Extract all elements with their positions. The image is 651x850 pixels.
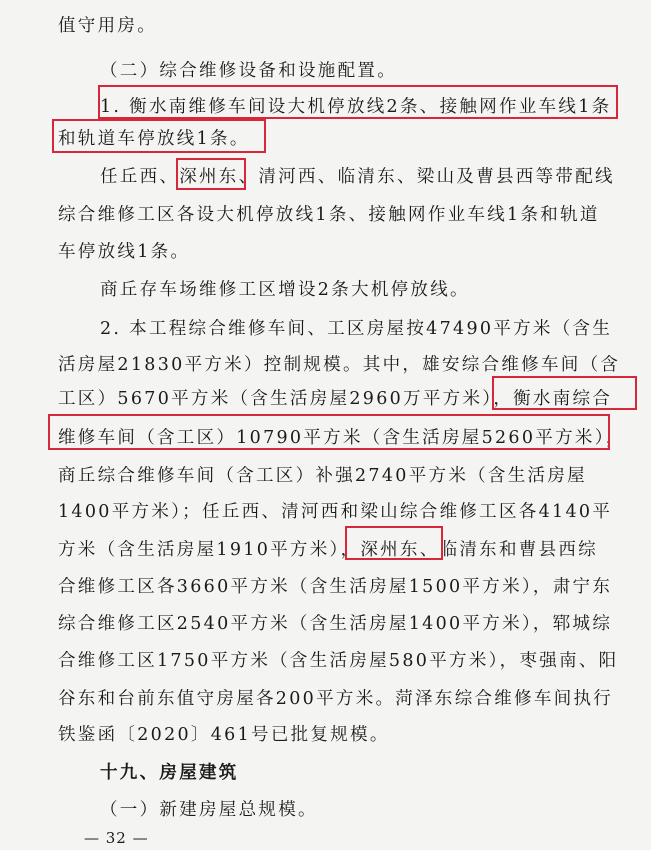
text-line: 商丘综合维修车间（含工区）补强2740平方米（含生活房屋 xyxy=(58,466,587,486)
highlight-box xyxy=(176,158,246,190)
text-line: 维修车间（含工区）10790平方米（含生活房屋5260平方米）， xyxy=(58,428,626,448)
text-line: 2. 本工程综合维修车间、工区房屋按47490平方米（含生 xyxy=(100,319,613,339)
highlight-box xyxy=(492,376,637,410)
section-heading: （一）新建房屋总规模。 xyxy=(100,800,318,820)
highlight-box xyxy=(345,526,443,560)
text-line: 铁鉴函〔2020〕461号已批复规模。 xyxy=(58,725,390,745)
highlight-box xyxy=(48,414,610,450)
text-line: 1. 衡水南维修车间设大机停放线2条、接触网作业车线1条 xyxy=(100,97,612,117)
text-line: 活房屋21830平方米）控制规模。其中，雄安综合维修车间（含 xyxy=(58,355,621,375)
text-line: 综合维修工区各设大机停放线1条、接触网作业车线1条和轨道 xyxy=(58,205,600,225)
text-line: 方米（含生活房屋1910平方米），深州东、临清东和曹县西综 xyxy=(58,540,598,560)
text-line: 谷东和台前东值守房屋各200平方米。菏泽东综合维修车间执行 xyxy=(58,689,614,709)
text-line: 和轨道车停放线1条。 xyxy=(58,129,250,149)
text-line: 合维修工区1750平方米（含生活房屋580平方米），枣强南、阳 xyxy=(58,651,619,671)
section-heading: （二）综合维修设备和设施配置。 xyxy=(100,61,397,81)
highlight-box xyxy=(98,85,618,119)
text-line: 任丘西、深州东、清河西、临清东、梁山及曹县西等带配线 xyxy=(100,167,615,187)
text-line: 商丘存车场维修工区增设2条大机停放线。 xyxy=(100,280,470,300)
text-line: 车停放线1条。 xyxy=(58,242,191,262)
text-line: 合维修工区各3660平方米（含生活房屋1500平方米），肃宁东 xyxy=(58,577,613,597)
page-number: — 32 — xyxy=(84,829,149,847)
text-line: 工区）5670平方米（含生活房屋2960万平方米），衡水南综合 xyxy=(58,389,613,409)
highlight-box xyxy=(52,119,266,153)
text-line: 1400平方米）；任丘西、清河西和梁山综合维修工区各4140平 xyxy=(58,502,613,522)
text-line: 综合维修工区2540平方米（含生活房屋1400平方米），郓城综 xyxy=(58,614,613,634)
text-line: 值守用房。 xyxy=(58,16,157,36)
chapter-heading: 十九、房屋建筑 xyxy=(100,763,239,783)
